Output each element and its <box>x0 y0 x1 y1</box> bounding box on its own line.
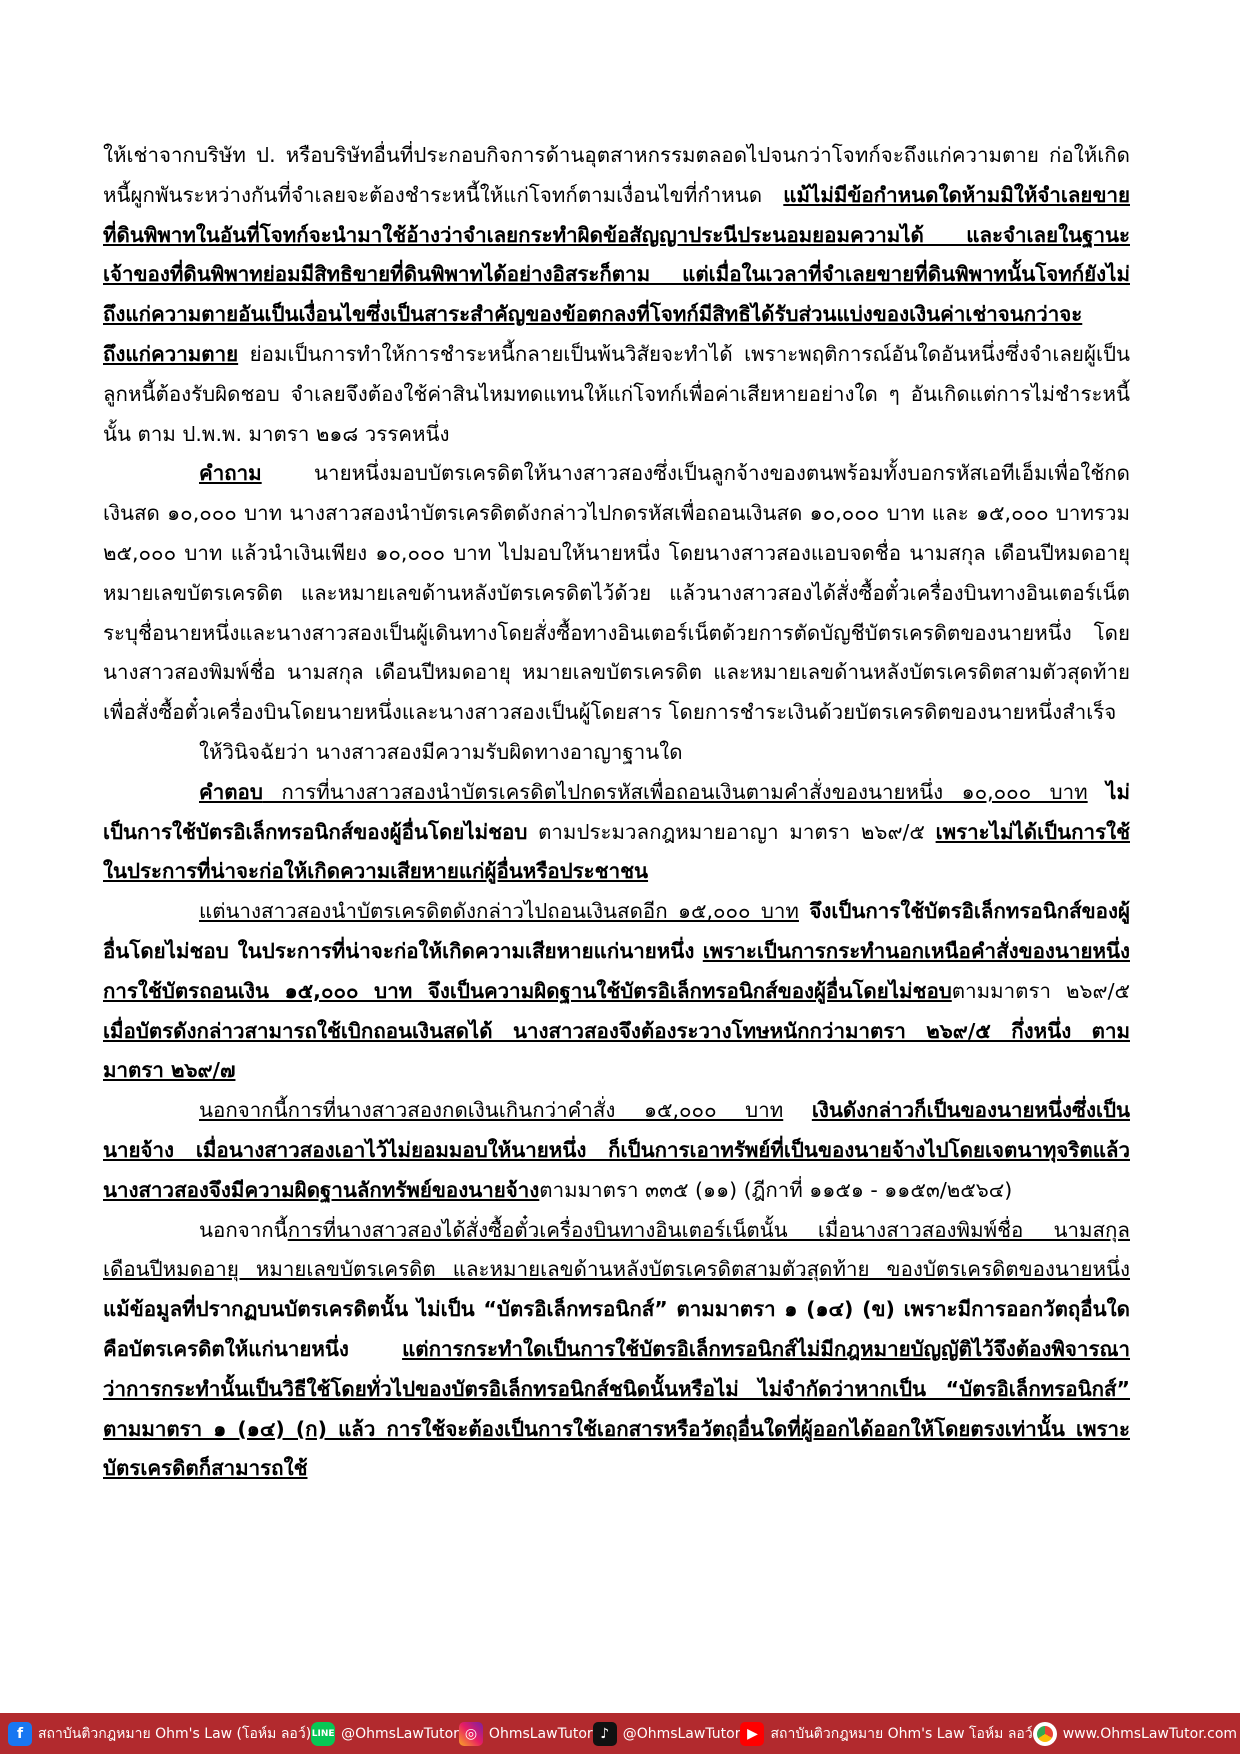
text-run: ตามประมวลกฎหมายอาญา มาตรา ๒๖๙/๕ <box>527 819 936 844</box>
text-run <box>783 1098 812 1122</box>
text-run: เมื่อบัตรดังกล่าวสามารถใช้เบิกถอนเงินสดได้ นางสาวสองจึงต้องระวางโทษหนักกว่ามาตรา ๒๖๙/๕ กึ่งหนึ่ง ตามมาตรา ๒๖๙/๗ <box>103 1018 1130 1083</box>
facebook-icon: f <box>8 1722 32 1746</box>
text-run: การที่นางสาวสองนำบัตรเครดิตไปกดรหัสเพื่อถอนเงินตามคำสั่งของนายหนึ่ง ๑๐,๐๐๐ บาท <box>262 779 1088 804</box>
text-run: คำถาม <box>199 461 262 486</box>
chrome-icon <box>1033 1722 1057 1746</box>
footer-link-tiktok[interactable] <box>593 1722 741 1746</box>
text-run: การที่นางสาวสองได้สั่งซื้อตั๋วเครื่องบินทางอินเตอร์เน็ตนั้น เมื่อนางสาวสองพิมพ์ชื่อ นามสกุล เดือนปีหมดอายุ หมายเลขบัตรเครดิต และหมายเลขด้านหลังบัตรเครดิตสามตัวสุดท้าย ของบัตรเครดิตของนายหนึ่ง <box>103 1217 1130 1282</box>
text-run: แม้ข้อมูลที่ปรากฏบนบัตรเครดิตนั้น ไม่เป็น “บัตรอิเล็กทรอนิกส์” ตามมาตรา ๑ (๑๔) (ข) เพราะมีการออกวัตถุอื่นใดคือบัตรเครดิตให้แก่นายหนึ่ง <box>103 1297 1130 1361</box>
footer-label: สถาบันติวกฎหมาย Ohm's Law (โอห์ม ลอว์) <box>38 1725 312 1742</box>
text-run: นายหนึ่งมอบบัตรเครดิตให้นางสาวสองซึ่งเป็นลูกจ้างของตนพร้อมทั้งบอกรหัสเอทีเอ็มเพื่อใช้กดเงินสด ๑๐,๐๐๐ บาท นางสาวสองนำบัตรเครดิตดังกล่าวไปกดรหัสเพื่อถอนเงินสด ๑๐,๐๐๐ บาท และ ๑๕,๐๐๐ บาทรวม ๒๕,๐๐๐ บาท แล้วนำเงินเพียง ๑๐,๐๐๐ บาท ไปมอบให้นายหนึ่ง โดยนางสาวสองแอบจดชื่อ นามสกุล เดือนปีหมดอายุ หมายเลขบัตรเครดิต และหมายเลขด้านหลังบัตรเครดิตไว้ด้วย แล้วนางสาวสองได้สั่งซื้อตั๋วเครื่องบินทางอินเตอร์เน็ต ระบุชื่อนายหนึ่งและนางสาวสองเป็นผู้เดินทางโดยสั่งซื้อทางอินเตอร์เน็ตด้วยการตัดบัญชีบัตรเครดิตของนายหนึ่ง โดยนางสาวสองพิมพ์ชื่อ นามสกุล เดือนปีหมดอายุ หมายเลขบัตรเครดิต และหมายเลขด้านหลังบัตรเครดิตสามตัวสุดท้ายเพื่อสั่งซื้อตั๋วเครื่องบินโดยนายหนึ่งและนางสาวสองเป็นผู้โดยสาร โดยการชำระเงินด้วยบัตรเครดิตของนายหนึ่งสำเร็จ <box>103 461 1130 725</box>
text-run: ตามมาตรา ๓๓๕ (๑๑) (ฎีกาที่ ๑๑๕๑ - ๑๑๕๓/๒๕๖๔) <box>539 1177 1013 1202</box>
paragraph <box>103 892 1130 1091</box>
footer-link-instagram[interactable] <box>459 1722 593 1746</box>
text-run: แต่การกระทำใดเป็นการใช้บัตรอิเล็กทรอนิกส์ไม่มีกฎหมายบัญญัติไว้จึงต้องพิจารณาว่าการกระทำนั้นเป็นวิธีใช้โดยทั่วไปของบัตรอิเล็กทรอนิกส์ชนิดนั้นหรือไม่ ไม่จำกัดว่าหากเป็น “บัตรอิเล็กทรอนิกส์” ตามมาตรา ๑ (๑๔) (ก) แล้ว การใช้จะต้องเป็นการใช้เอกสารหรือวัตถุอื่นใดที่ผู้ออกได้ออกให้โดยตรงเท่านั้น เพราะบัตรเครดิตก็สามารถใช้ <box>103 1336 1130 1481</box>
text-run: ให้วินิจฉัยว่า นางสาวสองมีความรับผิดทางอาญาฐานใด <box>199 739 683 764</box>
text-run: นอกจากนี้การที่นางสาวสองกดเงินเกินกว่าคำสั่ง ๑๕,๐๐๐ บาท <box>199 1098 784 1123</box>
text-run <box>694 939 702 963</box>
footer-label: @OhmsLawTutor <box>622 1725 741 1742</box>
instagram-icon: ◎ <box>459 1722 483 1746</box>
text-run <box>349 1337 402 1361</box>
footer-bar <box>0 1713 1240 1754</box>
text-run: นอกจากนี้ <box>199 1217 288 1242</box>
text-run: คำตอบ <box>199 779 263 804</box>
paragraph <box>103 1091 1130 1210</box>
footer-label: OhmsLawTutor <box>488 1725 593 1742</box>
footer-label: www.OhmsLawTutor.com <box>1062 1725 1238 1742</box>
text-run: เพราะเป็นการกระทำนอกเหนือคำสั่งของนายหนึ่ง การใช้บัตรถอนเงิน ๑๕,๐๐๐ บาท จึงเป็นความผิดฐานใช้บัตรอิเล็กทรอนิกส์ของผู้อื่นโดยไม่ชอบ <box>103 938 1130 1003</box>
footer-label: @OhmsLawTutor <box>341 1725 459 1742</box>
youtube-icon: ▶ <box>740 1722 764 1746</box>
text-run: เพราะไม่ได้เป็นการใช้ในประการที่น่าจะก่อให้เกิดความเสียหายแก่ผู้อื่นหรือประชาชน <box>103 819 1130 884</box>
paragraph <box>103 773 1130 892</box>
footer-link-line[interactable] <box>311 1722 459 1746</box>
text-run: เงินดังกล่าวก็เป็นของนายหนึ่งซึ่งเป็นนายจ้าง เมื่อนางสาวสองเอาไว้ไม่ยอมมอบให้นายหนึ่ง ก็เป็นการเอาทรัพย์ที่เป็นของนายจ้างไปโดยเจตนาทุจริตแล้ว นางสาวสองจึงมีความผิดฐานลักทรัพย์ของนายจ้าง <box>103 1098 1130 1202</box>
document-body <box>103 136 1130 1489</box>
text-run: แต่นางสาวสองนำบัตรเครดิตดังกล่าวไปถอนเงินสดอีก ๑๕,๐๐๐ บาท <box>199 899 799 924</box>
footer-link-chrome[interactable] <box>1033 1722 1237 1746</box>
tiktok-icon: ♪ <box>593 1722 617 1746</box>
text-run: ตามมาตรา ๒๖๙/๕ <box>951 978 1130 1003</box>
text-run: ย่อมเป็นการทำให้การชำระหนี้กลายเป็นพ้นวิสัยจะทำได้ เพราะพฤติการณ์อันใดอันหนึ่งซึ่งจำเลยผู้เป็นลูกหนี้ต้องรับผิดชอบ จำเลยจึงต้องใช้ค่าสินไหมทดแทนให้แก่โจทก์เพื่อค่าเสียหายอย่างใด ๆ อันเกิดแต่การไม่ชำระหนี้นั้น ตาม ป.พ.พ. มาตรา ๒๑๘ วรรคหนึ่ง <box>103 341 1130 446</box>
paragraph <box>103 136 1130 454</box>
text-run <box>799 899 809 923</box>
paragraph <box>103 1211 1130 1490</box>
footer-link-facebook[interactable] <box>8 1722 311 1746</box>
text-run: ให้เช่าจากบริษัท ป. หรือบริษัทอื่นที่ประกอบกิจการด้านอุตสาหกรรมตลอดไปจนกว่าโจทก์จะถึงแก่ความตาย ก่อให้เกิดหนี้ผูกพันระหว่างกันที่จำเลยจะต้องชำระหนี้ให้แก่โจทก์ตามเงื่อนไขที่กำหนด <box>103 143 1130 207</box>
footer-link-youtube[interactable] <box>740 1722 1032 1746</box>
paragraph <box>103 733 1130 773</box>
line-icon: LINE <box>311 1722 335 1746</box>
text-run <box>1088 780 1106 804</box>
paragraph <box>103 454 1130 733</box>
footer-label: สถาบันติวกฎหมาย Ohm's Law โอห์ม ลอว์ <box>770 1725 1033 1742</box>
text-run: จึงเป็นการใช้บัตรอิเล็กทรอนิกส์ของผู้อื่นโดยไม่ชอบ ในประการที่น่าจะก่อให้เกิดความเสียหายแก่นายหนึ่ง <box>103 899 1130 963</box>
text-run: แม้ไม่มีข้อกำหนดใดห้ามมิให้จำเลยขายที่ดินพิพาทในอันที่โจทก์จะนำมาใช้อ้างว่าจำเลยกระทำผิดข้อสัญญาประนีประนอมยอมความได้ และจำเลยในฐานะเจ้าของที่ดินพิพาทย่อมมีสิทธิขายที่ดินพิพาทได้อย่างอิสระก็ตาม แต่เมื่อในเวลาที่จำเลยขายที่ดินพิพาทนั้นโจทก์ยังไม่ถึงแก่ความตายอันเป็นเงื่อนไขซึ่งเป็นสาระสำคัญของข้อตกลงที่โจทก์มีสิทธิได้รับส่วนแบ่งของเงินค่าเช่าจนกว่าจะถึงแก่ความตาย <box>103 182 1130 366</box>
text-run: ไม่เป็นการใช้บัตรอิเล็กทรอนิกส์ของผู้อื่นโดยไม่ชอบ <box>103 779 1130 844</box>
